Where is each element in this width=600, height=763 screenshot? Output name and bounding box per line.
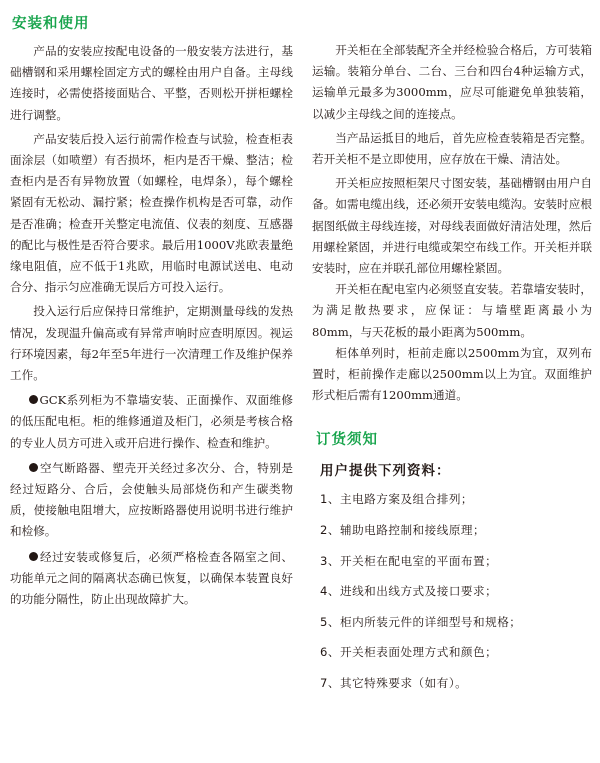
arrival-paragraph: 当产品运抵目的地后，首先应检查装箱是否完整。若开关柜不是立即使用，应存放在干燥、清洁处。 bbox=[312, 130, 592, 167]
bullet-text: GCK系列柜为不靠墙安装、正面操作、双面维修的低压配电柜。柜的维修通道及柜门，必须是考核合格的专业人员方可进入或开启进行操作、检查和维护。 bbox=[10, 393, 293, 450]
install-paragraph-2: 产品安装后投入运行前需作检查与试验，检查柜表面涂层（如喷塑）有否损坏，柜内是否干燥、整洁；检查柜内是否有异物放置（如螺栓，电焊条），每个螺栓紧固有无松动、漏拧紧；检查操作机构是否可靠，动作是否准确；检查开关整定电流值、仪表的刻度、互感器的配比与极性是否符合要求。最后用1000V兆欧表量绝缘电阻值，应不低于1兆欧，用临时电源试送电、电动合分、指示匀应准确无误后方可投入运行。 bbox=[10, 131, 293, 295]
bullet-dot-icon bbox=[29, 463, 38, 472]
install-paragraph-1: 产品的安装应按配电设备的一般安装方法进行，基础槽钢和采用螺栓固定方式的螺栓由用户自备。主母线连接时，必需使搭接面贴合、平整，否则松开拼柜螺栓进行调整。 bbox=[10, 44, 293, 122]
requirements-list bbox=[312, 491, 592, 691]
bullet-text: 经过安装或修复后，必须严格检查各隔室之间、功能单元之间的隔离状态确已恢复，以确保本装置良好的功能分隔性，防止出现故障扩大。 bbox=[10, 549, 293, 607]
list-item: 3、开关柜在配电室的平面布置； bbox=[320, 553, 498, 568]
list-item: 1、主电路方案及组合排列； bbox=[320, 492, 474, 507]
list-item: 4、进线和出线方式及接口要求； bbox=[320, 584, 498, 599]
vertical-install-paragraph: 开关柜在配电室内必须竖直安装。若靠墙安装时，为满足散热要求，应保证：与墙壁距离最小为80mm，与天花板的最小距离为500mm。 bbox=[312, 282, 592, 339]
bullet-text: 空气断路器、塑壳开关经过多次分、合，特别是经过短路分、合后，会使触头局部烧伤和产生碳类物质，使接触电阻增大，应按断路器使用说明书进行维护和检修。 bbox=[10, 460, 293, 539]
corridor-paragraph: 柜体单列时，柜前走廊以2500mm为宜，双列布置时，柜前操作走廊以2500mm以上为宜。双面维护形式柜后需有1200mm通道。 bbox=[312, 345, 592, 403]
list-item: 7、其它特殊要求（如有）。 bbox=[320, 676, 468, 691]
bullet-dot-icon bbox=[29, 552, 38, 561]
foundation-paragraph: 开关柜应按照柜架尺寸图安装，基础槽钢由用户自备。如需电缆出线，还必须开安装电缆沟。安装时应根据图纸做主母线连接，对母线表面做好清洁处理，然后用螺栓紧固，并进行电缆或架空布线工作。开关柜并联安装时，应在并联孔部位用螺栓紧固。 bbox=[312, 176, 592, 276]
left-column bbox=[10, 0, 293, 610]
list-item: 5、柜内所装元件的详细型号和规格； bbox=[320, 614, 522, 629]
transport-paragraph: 开关柜在全部装配齐全并经检验合格后，方可装箱运输。装箱分单台、二台、三台和四台4种运输方式，运输单元最多为3000mm，应尽可能避免单独装箱，以减少主母线之间的连接点。 bbox=[312, 43, 592, 121]
list-item: 6、开关柜表面处理方式和颜色； bbox=[320, 645, 498, 660]
install-paragraph-3: 投入运行后应保持日常维护，定期测量母线的发热情况，发现温升偏高或有异常声响时应查明原因。视运行环境因素，每2年至5年进行一次清理工作及维护保养工作。 bbox=[10, 304, 293, 383]
list-item: 2、辅助电路控制和接线原理； bbox=[320, 523, 486, 538]
bullet-item-isolation bbox=[10, 547, 293, 611]
bullet-item-breaker bbox=[10, 458, 293, 543]
install-use-heading: 安装和使用 bbox=[12, 16, 90, 32]
user-info-subheading: 用户提供下列资料： bbox=[320, 463, 451, 480]
bullet-item-gck bbox=[10, 390, 293, 454]
bullet-dot-icon bbox=[29, 395, 38, 404]
right-column bbox=[312, 0, 592, 706]
ordering-heading: 订货须知 bbox=[316, 432, 378, 449]
